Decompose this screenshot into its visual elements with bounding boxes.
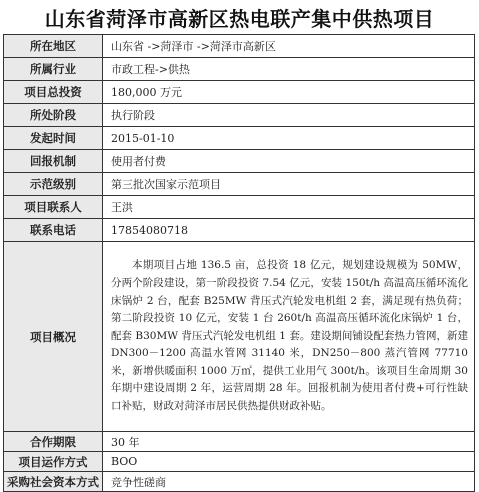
row-value: 使用者付费 [103, 150, 475, 173]
table-row [4, 432, 475, 452]
table-row [4, 58, 475, 81]
row-label: 采购社会资本方式 [4, 472, 103, 492]
row-value: 执行阶段 [103, 104, 475, 127]
row-value: 17854080718 [103, 219, 475, 242]
row-value: 王洪 [103, 196, 475, 219]
row-label: 所在地区 [4, 35, 103, 58]
row-label: 项目总投资 [4, 81, 103, 104]
row-value: 2015-01-10 [103, 127, 475, 150]
table-row [4, 472, 475, 492]
table-row-overview [4, 242, 475, 432]
table-row [4, 196, 475, 219]
row-value: 30 年 [103, 432, 475, 452]
row-label: 合作期限 [4, 432, 103, 452]
table-row [4, 219, 475, 242]
table-row [4, 150, 475, 173]
row-value: BOO [103, 452, 475, 472]
row-value: 竞争性磋商 [103, 472, 475, 492]
overview-text: 本期项目占地 136.5 亩，总投资 18 亿元，规划建设规模为 50MW，分两个阶段建设，第一阶段投资 7.54 亿元，安装 150t/h 高温高压循环流化床锅炉 2 台，配套 B25MW 背压式汽轮发电机组 2 套，满足现有热负荷；第二阶段投资 10 亿元，安装 1 台 260t/h 高温高压循环流化床锅炉 1 台，配套 B30MW 背压式汽轮发电机组 1 套。建设期间铺设配套热力管网，新建 DN300－1200 高温水管网 31140 米，DN250－800 蒸汽管网 77710 米，新增供暖面积 1000 万㎡，提供工业用气 300t/h。该项目生命周期 30 年期中建设周期 2 年，运营周期 28 年。回报机制为使用者付费+可行性缺口补贴，财政对菏泽市居民供热提供财政补贴。 [103, 242, 475, 432]
row-value: 180,000 万元 [103, 81, 475, 104]
row-label: 项目运作方式 [4, 452, 103, 472]
row-label: 项目联系人 [4, 196, 103, 219]
table-row [4, 81, 475, 104]
row-label: 联系电话 [4, 219, 103, 242]
table-row [4, 173, 475, 196]
table-row [4, 127, 475, 150]
row-label: 示范级别 [4, 173, 103, 196]
row-label: 所属行业 [4, 58, 103, 81]
row-label: 发起时间 [4, 127, 103, 150]
table-row [4, 104, 475, 127]
table-row [4, 452, 475, 472]
project-info-table [3, 34, 475, 492]
row-label: 所处阶段 [4, 104, 103, 127]
row-value: 市政工程->供热 [103, 58, 475, 81]
overview-label: 项目概况 [4, 242, 103, 432]
row-value: 第三批次国家示范项目 [103, 173, 475, 196]
row-value: 山东省 ->菏泽市 ->菏泽市高新区 [103, 35, 475, 58]
page-title: 山东省菏泽市高新区热电联产集中供热项目 [44, 6, 435, 31]
table-row [4, 35, 475, 58]
row-label: 回报机制 [4, 150, 103, 173]
